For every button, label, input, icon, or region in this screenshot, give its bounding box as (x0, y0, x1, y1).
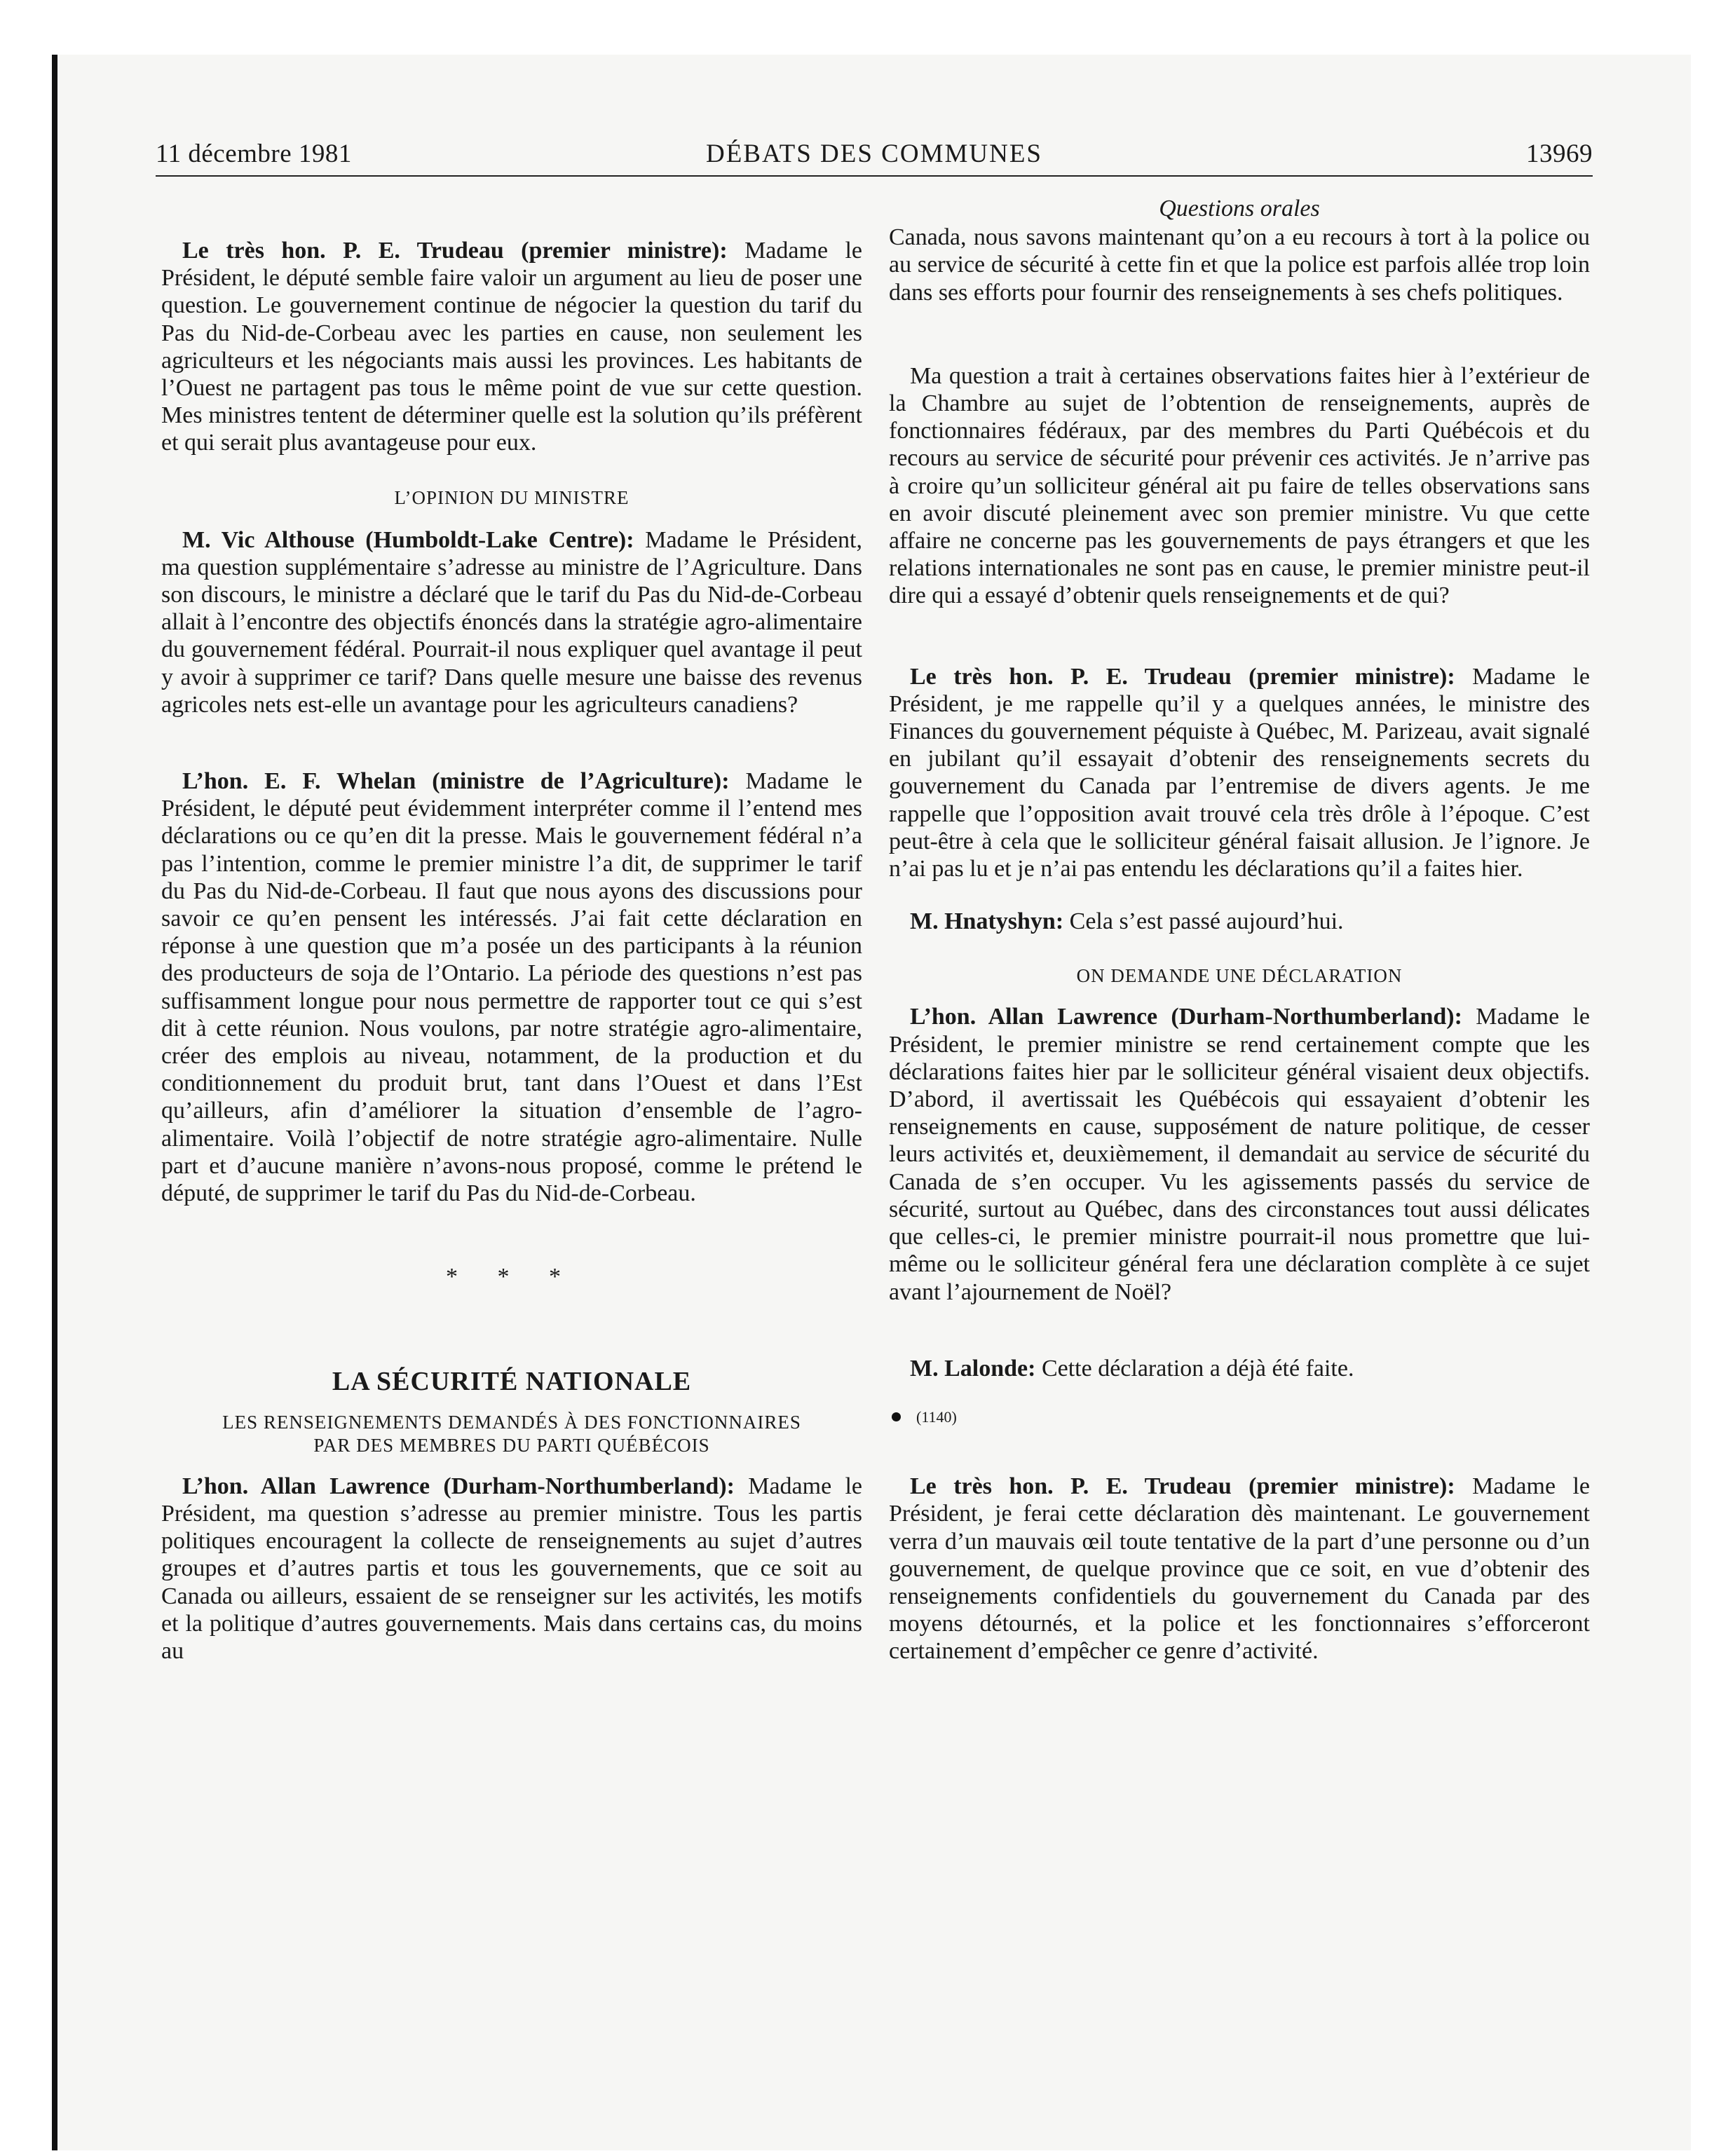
page-header (156, 137, 1593, 177)
speaker: M. Lalonde: (910, 1355, 1036, 1381)
paragraph-whelan (161, 767, 862, 1207)
speaker: Le très hon. P. E. Trudeau (premier ministre): (910, 1473, 1455, 1500)
paragraph-lawrence-2 (889, 1003, 1590, 1305)
speaker: L’hon. E. F. Whelan (ministre de l’Agriculture): (182, 768, 730, 795)
subheading-declaration: ON DEMANDE UNE DÉCLARATION (1076, 965, 1403, 987)
speaker: M. Hnatyshyn: (910, 908, 1064, 935)
section-title: LA SÉCURITÉ NATIONALE (332, 1366, 692, 1396)
paragraph-trudeau-3 (889, 1473, 1590, 1665)
paragraph-lalonde (889, 1355, 1590, 1382)
left-column (161, 195, 862, 1665)
paragraph-text: Madame le Président, ma question s’adresse au premier ministre. Tous les partis politiques encouragent la collecte de renseignements au sujet d’autres groupes et d’autres partis et tous les gouvernements, que ce soit au Canada ou ailleurs, essaient de se renseigner sur les activités, les motifs et la politique d’autres gouvernements. Mais dans certains cas, du moins au (161, 1473, 862, 1664)
subheading-renseignements-line2: PAR DES MEMBRES DU PARTI QUÉBÉCOIS (313, 1434, 710, 1456)
time-mark-text: (1140) (916, 1407, 957, 1426)
paragraph-text: Cela s’est passé aujourd’hui. (1069, 908, 1344, 935)
paragraph-hnatyshyn (889, 908, 1590, 935)
subheading-renseignements-line1: LES RENSEIGNEMENTS DEMANDÉS À DES FONCTIONNAIRES (222, 1411, 801, 1433)
header-date: 11 décembre 1981 (156, 139, 352, 168)
paragraph-text: Madame le Président, le premier ministre se rend certainement compte que les déclarations faites hier par le solliciteur général visaient deux objectifs. D’abord, il avertissait les Québécois qui essayaient d’obtenir les renseignements en cause, supposément de nature politique, de cesser leurs activités et, deuxièmement, il demandait au service de sécurité du Canada de s’en occuper. Vu les agissements passés du service de sécurité, surtout au Québec, dans des circonstances tout aussi délicates que celles-ci, le premier ministre pourrait-il nous promettre que lui-même ou le solliciteur général fera une déclaration complète à ce sujet avant l’ajournement de Noël? (889, 1004, 1590, 1305)
speaker: L’hon. Allan Lawrence (Durham-Northumberland): (910, 1004, 1462, 1030)
paragraph-trudeau-1 (161, 237, 862, 457)
bullet-icon (892, 1412, 901, 1421)
header-page-number: 13969 (1526, 139, 1593, 168)
subheading-opinion-ministre: L’OPINION DU MINISTRE (394, 486, 630, 508)
running-head: Questions orales (1159, 196, 1320, 221)
speaker: Le très hon. P. E. Trudeau (premier ministre): (910, 663, 1455, 690)
paragraph-text: Madame le Président, le député peut évidemment interpréter comme il l’entend mes déclarations ou ce qu’en dit la presse. Mais le gouvernement fédéral n’a pas l’intention, comme le premier ministre l’a dit, de supprimer le tarif du Pas du Nid-de-Corbeau. Il faut que nous ayons des discussions pour savoir ce qu’en pensent les intéressés. J’ai fait cette déclaration en réponse à une question que m’a posée un des participants à la réunion des producteurs de soja de l’Ontario. La période des questions n’est pas suffisamment longue pour nous permettre de rapporter tout ce qui s’est dit à cette réunion. Nous voulons, par notre stratégie agro-alimentaire, créer des emplois au niveau, notamment, de la production et du conditionnement du produit brut, tant dans l’Ouest et dans l’Est qu’ailleurs, afin d’améliorer la situation d’ensemble de l’agro-alimentaire. Voilà l’objectif de notre stratégie agro-alimentaire. Nulle part et d’aucune manière n’avons-nous proposé, comme le prétend le député, de supprimer le tarif du Pas du Nid-de-Corbeau. (161, 768, 862, 1207)
paragraph-text: Cette déclaration a déjà été faite. (1041, 1355, 1354, 1381)
speaker: L’hon. Allan Lawrence (Durham-Northumberland): (182, 1473, 735, 1499)
right-column (889, 195, 1590, 1665)
paragraph-text: Madame le Président, je me rappelle qu’il y a quelques années, le ministre des Finances du gouvernement péquiste à Québec, M. Parizeau, avait signalé en jubilant qu’il essayait d’obtenir des renseignements secrets du gouvernement du Canada par l’entremise de divers agents. Je me rappelle que l’opposition avait trouvé cela très drôle à l’époque. C’est peut-être à cela que le solliciteur général faisait allusion. Je l’ignore. Je n’ai pas lu et je n’ai pas entendu les déclarations qu’il a faites hier. (889, 663, 1590, 882)
speaker: M. Vic Althouse (Humboldt-Lake Centre): (182, 526, 634, 553)
section-separator-stars: * * * (446, 1264, 578, 1290)
paragraph-althouse (161, 526, 862, 718)
paragraph-text: Madame le Président, je ferai cette déclaration dès maintenant. Le gouvernement verra d’un mauvais œil toute tentative de la part d’une personne ou d’un gouvernement, de quelque province que ce soit, en vue d’obtenir des renseignements confidentiels du gouvernement du Canada par des moyens détournés, et la police et les fonctionnaires s’efforceront certainement d’empêcher ce genre d’activité. (889, 1473, 1590, 1665)
paragraph-text: Madame le Président, le député semble faire valoir un argument au lieu de poser une question. Le gouvernement continue de négocier la question du tarif du Pas du Nid-de-Corbeau avec les parties en cause, non seulement les agriculteurs et les négociants mais aussi les provinces. Les habitants de l’Ouest ne partagent pas tous le même point de vue sur cette question. Mes ministres tentent de déterminer quelle est la solution qu’ils préfèrent et qui serait plus avantageuse pour eux. (161, 238, 862, 456)
paragraph-text: Madame le Président, ma question supplémentaire s’adresse au ministre de l’Agriculture. Dans son discours, le ministre a déclaré que le tarif du Pas du Nid-de-Corbeau allait à l’encontre des objectifs énoncés dans la stratégie agro-alimentaire du gouvernement fédéral. Pourrait-il nous expliquer quel avantage il peut y avoir à supprimer ce tarif? Dans quelle mesure une baisse des revenus agricoles nets est-elle un avantage pour les agriculteurs canadiens? (161, 526, 862, 718)
paragraph-trudeau-2 (889, 663, 1590, 883)
paragraph-continuation: Canada, nous savons maintenant qu’on a eu recours à tort à la police ou au service de sécurité à cette fin et que la police est parfois allée trop loin dans ses efforts pour fournir des renseignements à ses chefs politiques. (889, 224, 1590, 306)
speaker: Le très hon. P. E. Trudeau (premier ministre): (182, 238, 728, 264)
header-publication: DÉBATS DES COMMUNES (705, 139, 1042, 168)
time-mark (889, 1403, 1590, 1431)
paragraph-question: Ma question a trait à certaines observations faites hier à l’extérieur de la Chambre au sujet de l’obtention de renseignements, auprès de fonctionnaires fédéraux, par des membres du Parti Québécois et du recours au service de sécurité pour prévenir ces activités. Je n’arrive pas à croire qu’un solliciteur général ait pu faire de telles observations sans en avoir discuté pleinement avec son premier ministre. Vu que cette affaire ne concerne pas les gouvernements de pays étrangers et que les relations internationales ne sont pas en cause, le premier ministre peut-il dire qui a essayé d’obtenir quels renseignements et de qui? (889, 362, 1590, 609)
paragraph-lawrence-1 (161, 1473, 862, 1665)
